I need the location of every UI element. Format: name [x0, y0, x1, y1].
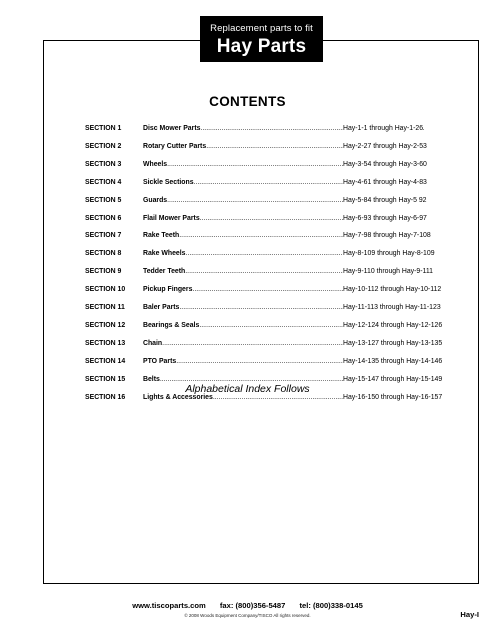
toc-page-range: Hay-2-27 through Hay-2-53 — [343, 141, 427, 153]
alphabetical-index-note: Alphabetical Index Follows — [185, 383, 310, 395]
toc-page-range: Hay-10-112 through Hay-10-112 — [343, 284, 441, 296]
footer-copyright: © 2008 Woods Equipment Company/TISCO All rights reserved. — [184, 613, 311, 618]
toc-section-name: Lights & Accessories ..... — [143, 392, 425, 404]
toc-page-range: Hay-3-54 through Hay-3-60 — [343, 159, 427, 171]
toc-section-number: SECTION 11 — [85, 304, 125, 311]
toc-section-name: Bearings & Seals ..... — [143, 320, 425, 332]
toc-page-range: Hay-6-93 through Hay-6-97 — [343, 213, 427, 225]
toc-section-name: Tedder Teeth ..... — [143, 266, 425, 278]
toc-page-range: Hay-15-147 through Hay-15-149 — [343, 374, 442, 386]
toc-row — [85, 195, 485, 207]
toc-section-name: Guards ..... — [143, 195, 425, 207]
toc-row — [85, 302, 485, 314]
toc-section-number: SECTION 1 — [85, 125, 122, 132]
toc-section-name: Flail Mower Parts ..... — [143, 213, 425, 225]
toc-section-number: SECTION 9 — [85, 268, 122, 276]
toc-page-range: Hay-7-98 through Hay-7-108 — [343, 230, 431, 242]
toc-section-name: Rake Teeth ..... — [143, 230, 425, 242]
toc-page-range: Hay-4-61 through Hay-4-83 — [343, 177, 427, 189]
toc-page-range: Hay-8-109 through Hay-8-109 — [343, 248, 435, 260]
footer-contact — [0, 601, 495, 610]
header-subtitle: Replacement parts to fit — [210, 23, 313, 34]
toc-section-name: Rotary Cutter Parts ..... — [143, 141, 425, 153]
toc-page-range: Hay-14-135 through Hay-14-146 — [343, 356, 442, 368]
page-number: Hay-I — [460, 610, 479, 619]
toc-section-number: SECTION 14 — [85, 357, 126, 365]
toc-row — [85, 230, 485, 242]
footer-tel: tel: (800)338-0145 — [299, 601, 363, 610]
toc-page-range: Hay-9-110 through Hay-9-111 — [343, 266, 433, 278]
toc-row — [85, 159, 485, 171]
toc-row — [85, 356, 485, 368]
footer-website[interactable]: www.tiscoparts.com — [132, 601, 206, 610]
toc-section-name: Disc Mower Parts ..... — [143, 123, 425, 135]
toc-row — [85, 123, 485, 135]
toc-page-range: Hay-11-113 through Hay-11-123 — [343, 302, 441, 314]
toc-section-number: SECTION 3 — [85, 160, 122, 168]
toc-section-number: SECTION 6 — [85, 214, 122, 222]
toc-page-range: Hay-1-1 through Hay-1-26 — [343, 123, 423, 135]
toc-section-number: SECTION 7 — [85, 232, 122, 240]
header-title: Hay Parts — [216, 36, 307, 57]
toc-section-number: SECTION 2 — [85, 142, 122, 150]
toc-section-number: SECTION 5 — [85, 196, 122, 204]
footer-fax: fax: (800)356-5487 — [219, 601, 286, 610]
toc-section-number: SECTION 12 — [85, 321, 126, 329]
toc-page-range: Hay-16-150 through Hay-16-157 — [343, 392, 442, 404]
toc-section-name: Wheels ..... — [143, 159, 425, 171]
toc-row — [85, 213, 485, 225]
toc-section-number: SECTION 10 — [85, 286, 126, 294]
toc-section-number: SECTION 8 — [85, 250, 122, 258]
toc-section-name: Belts ..... — [143, 374, 425, 386]
toc-page-range: Hay-5-84 through Hay-5 92 — [343, 195, 427, 207]
contents-title: CONTENTS — [209, 94, 286, 109]
toc-row — [85, 177, 485, 189]
toc-page-range: Hay-13-127 through Hay-13-135 — [343, 338, 442, 350]
toc-section-number: SECTION 13 — [85, 339, 126, 347]
toc-section-name: Sickle Sections ..... — [143, 177, 425, 189]
toc-section-number: SECTION 4 — [85, 178, 122, 186]
toc-row — [85, 141, 485, 153]
toc-row — [85, 248, 485, 260]
toc-section-name: PTO Parts ..... — [143, 356, 425, 368]
toc-row — [85, 266, 485, 278]
toc-section-number: SECTION 15 — [85, 375, 126, 383]
toc-section-name: Rake Wheels ..... — [143, 248, 425, 260]
toc-section-name: Baler Parts ..... — [143, 302, 425, 314]
toc-row — [85, 338, 485, 350]
toc-section-number: SECTION 16 — [85, 393, 126, 401]
toc-row — [85, 284, 485, 296]
header-banner — [200, 16, 323, 62]
toc-section-name: Pickup Fingers ..... — [143, 284, 425, 296]
toc-row — [85, 320, 485, 332]
toc-section-name: Chain ..... — [143, 338, 425, 350]
toc-page-range: Hay-12-124 through Hay-12-126 — [343, 320, 442, 332]
